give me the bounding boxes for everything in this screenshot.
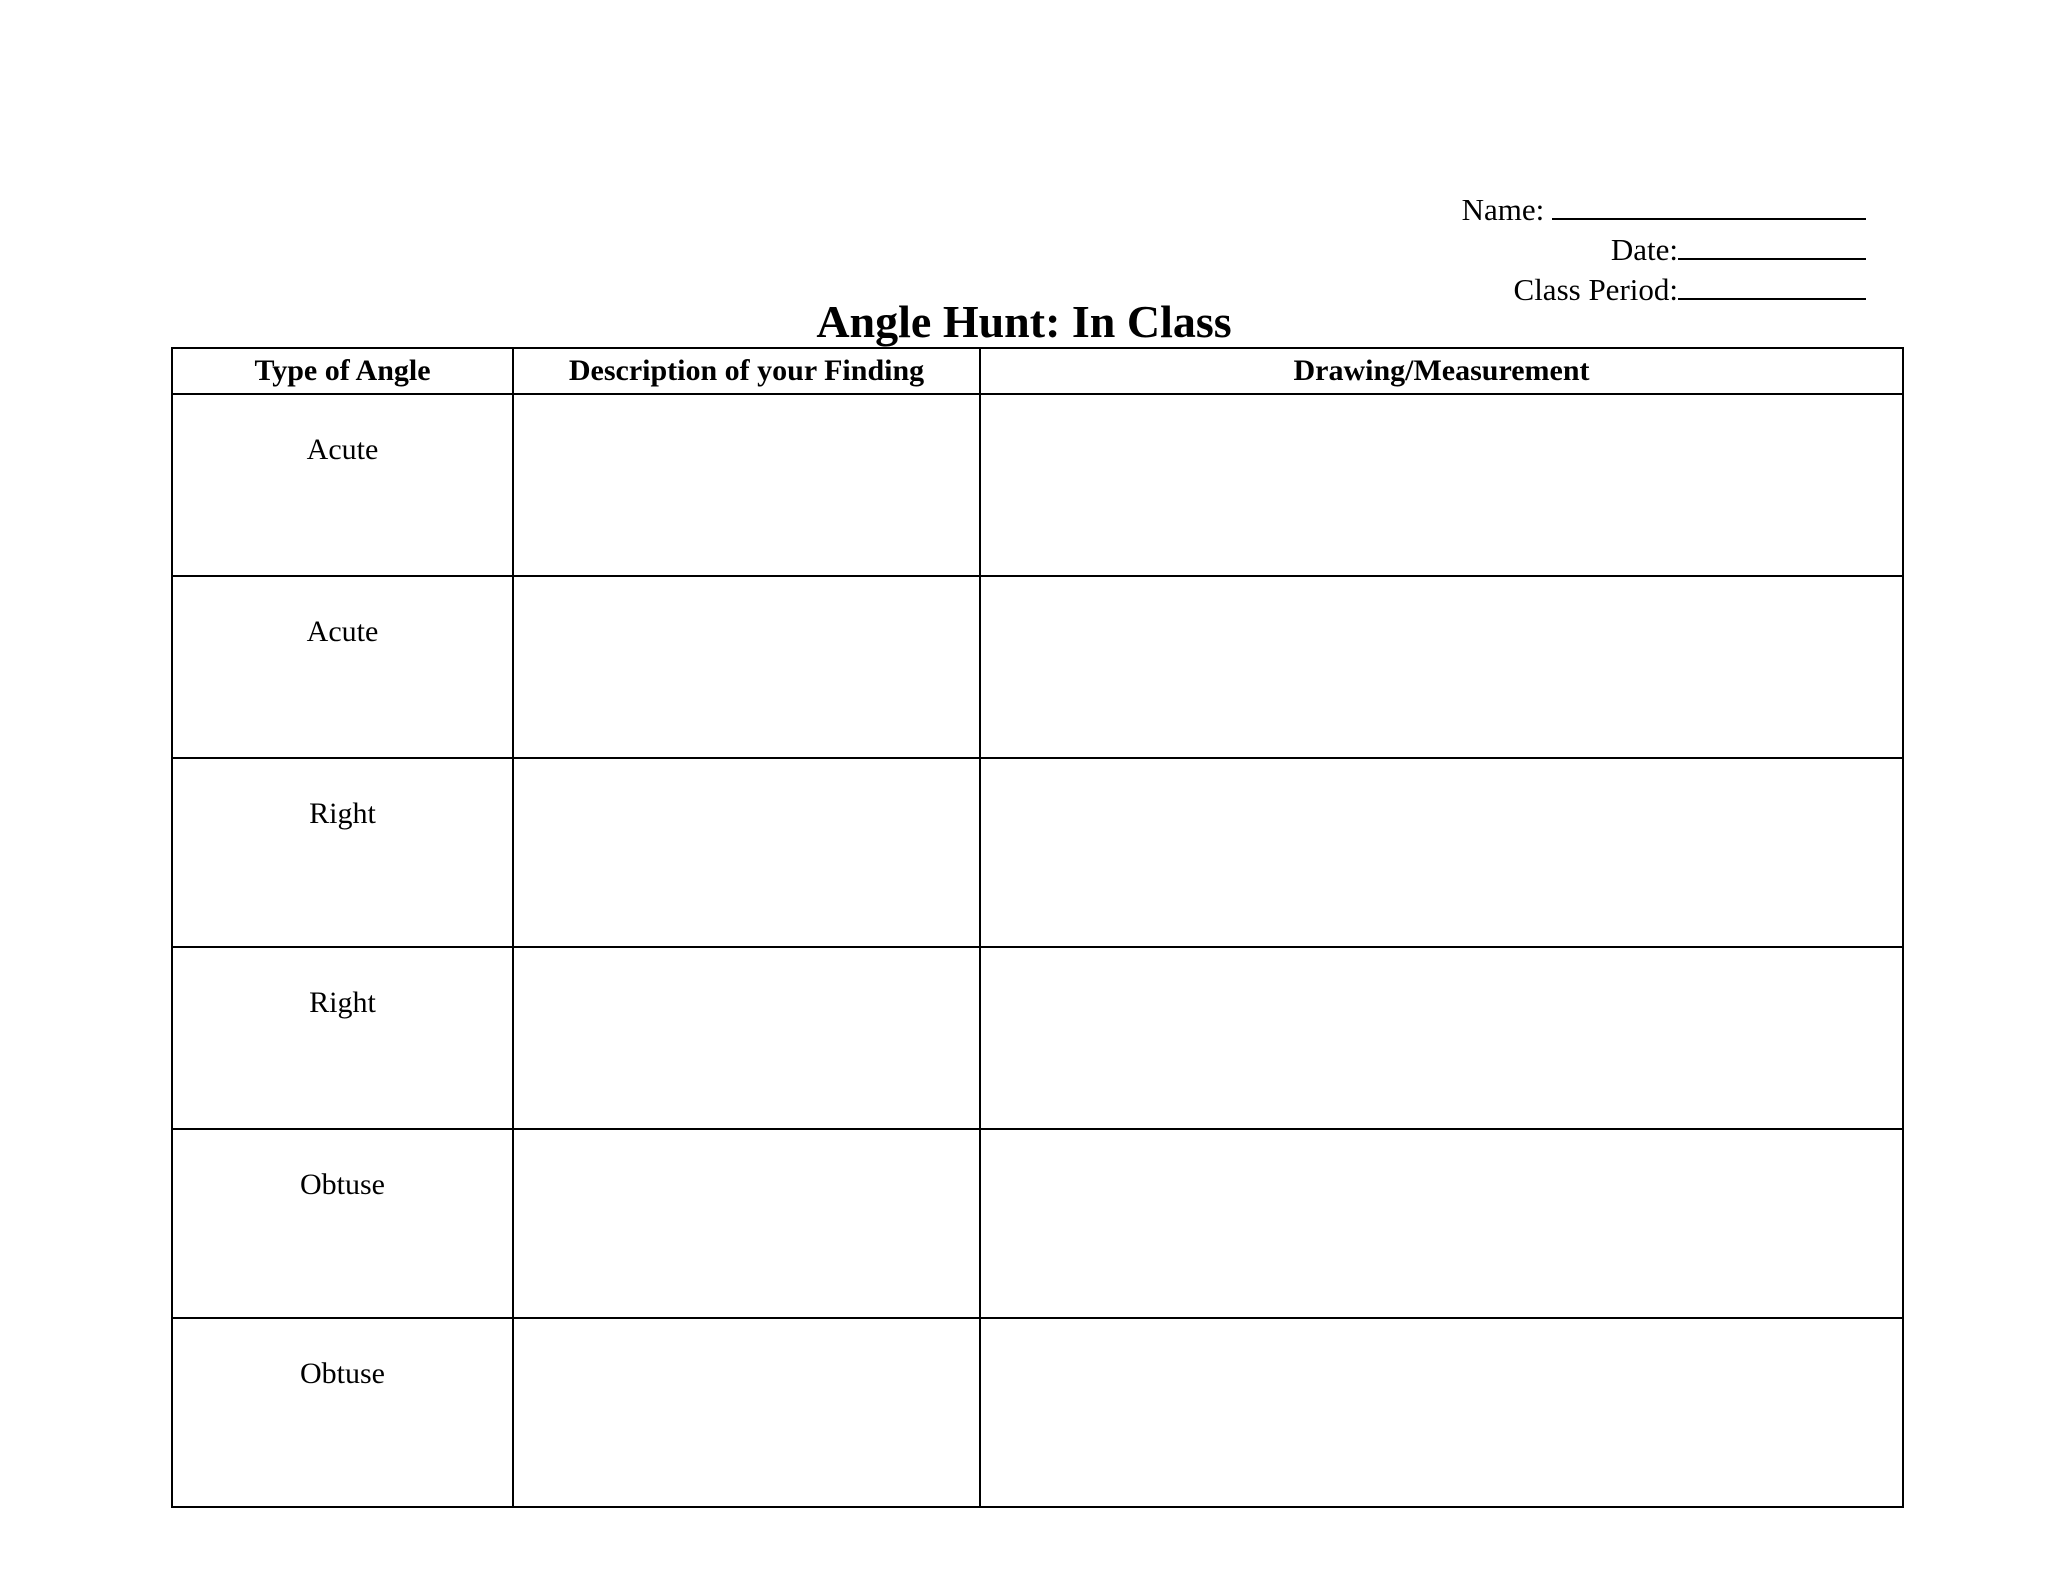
description-cell[interactable]: [513, 758, 980, 947]
description-cell[interactable]: [513, 1129, 980, 1318]
angle-type-cell: Right: [172, 947, 513, 1129]
angle-hunt-table: [171, 347, 1904, 1508]
drawing-cell[interactable]: [980, 576, 1903, 758]
page-title: Angle Hunt: In Class: [816, 296, 1232, 347]
drawing-cell[interactable]: [980, 947, 1903, 1129]
description-cell[interactable]: [513, 1318, 980, 1507]
angle-type-cell: Obtuse: [172, 1318, 513, 1507]
angle-type-cell: Acute: [172, 394, 513, 576]
name-label: Name:: [1461, 192, 1545, 227]
date-label: Date:: [1610, 232, 1678, 267]
angle-type-cell: Acute: [172, 576, 513, 758]
date-blank[interactable]: [1678, 228, 1866, 260]
table-row: [172, 1129, 1903, 1318]
description-cell[interactable]: [513, 576, 980, 758]
drawing-cell[interactable]: [980, 1318, 1903, 1507]
description-cell[interactable]: [513, 394, 980, 576]
date-line: [1462, 228, 1866, 268]
drawing-cell[interactable]: [980, 758, 1903, 947]
table-row: [172, 394, 1903, 576]
table-row: [172, 576, 1903, 758]
name-line: [1462, 188, 1866, 228]
angle-type-cell: Right: [172, 758, 513, 947]
name-blank[interactable]: [1552, 188, 1866, 220]
table-row: [172, 947, 1903, 1129]
table-row: [172, 1318, 1903, 1507]
drawing-cell[interactable]: [980, 1129, 1903, 1318]
drawing-cell[interactable]: [980, 394, 1903, 576]
column-header-description: Description of your Finding: [513, 348, 980, 394]
angle-type-cell: Obtuse: [172, 1129, 513, 1318]
column-header-type: Type of Angle: [172, 348, 513, 394]
table-header-row: [172, 348, 1903, 394]
class-period-label: Class Period:: [1513, 272, 1678, 307]
student-info-block: [1462, 188, 1866, 308]
table-row: [172, 758, 1903, 947]
column-header-drawing: Drawing/Measurement: [980, 348, 1903, 394]
description-cell[interactable]: [513, 947, 980, 1129]
